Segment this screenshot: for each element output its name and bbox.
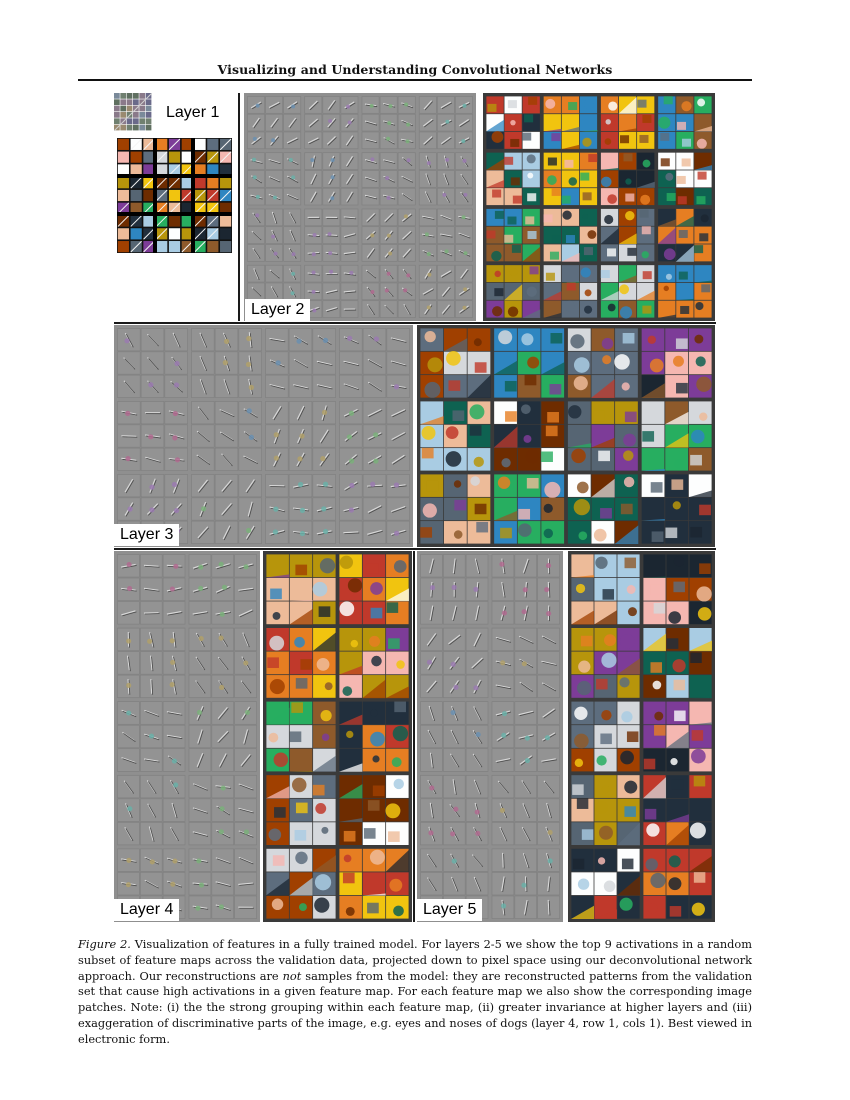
layer5-patches-image [568, 551, 715, 922]
layer1-layer2-divider [238, 93, 240, 321]
layer4-reconstructions [114, 551, 260, 922]
layer4-layer5-divider [413, 551, 415, 922]
layer2-reconstructions [244, 93, 476, 321]
layer3-reconstructions [114, 325, 413, 547]
layer2-reconstructions-image [244, 93, 476, 321]
layer5-patches [568, 551, 715, 922]
figure-caption [78, 937, 752, 1048]
layer1-label: Layer 1 [166, 104, 220, 121]
layer2-patches-image [483, 93, 715, 321]
caption-figure-ref: Figure 2. [78, 937, 131, 951]
layer4-label: Layer 4 [114, 899, 179, 921]
layer2-label: Layer 2 [245, 299, 310, 321]
layer2-patches [483, 93, 715, 321]
layer5-reconstructions-image [417, 551, 563, 922]
caption-text-part-1: Visualization of features in a fully trained model. For layers 2-5 we show the top 9 activations in a random subset of feature maps across the validation data, projected down to pixel space using our deconvolutional network approach. Our reconstructions are [78, 937, 752, 983]
layer1-filter-small [114, 93, 152, 131]
layer3-patches [417, 325, 715, 547]
layer3-patches-image [417, 325, 715, 547]
layer4-reconstructions-image [114, 551, 260, 922]
row1-row2-divider [114, 322, 716, 324]
layer1-patches-image [117, 138, 232, 253]
layer1-filter-small-image [114, 93, 152, 131]
layer1-patches [117, 138, 232, 253]
layer5-reconstructions [417, 551, 563, 922]
caption-emphasis: not [282, 968, 302, 983]
layer3-reconstructions-image [114, 325, 413, 547]
layer5-label: Layer 5 [417, 899, 482, 921]
caption-text-part-2: samples from the model: they are reconstructed patterns from the validation set that cause high activations in a given feature map. For each feature map we also show the corresponding image patches. Note: (i) the the strong grouping within each feature map, (ii) greater invariance at higher layers and (iii) exaggeration of discriminative parts of the image, e.g. eyes and noses of dogs (layer 4, row 1, cols 1). Best viewed in electronic form. [78, 968, 752, 1046]
layer4-patches [263, 551, 412, 922]
running-title: Visualizing and Understanding Convolutional Networks [217, 62, 613, 77]
layer4-patches-image [263, 551, 412, 922]
layer3-label: Layer 3 [114, 524, 179, 546]
row2-row3-divider [114, 548, 716, 550]
